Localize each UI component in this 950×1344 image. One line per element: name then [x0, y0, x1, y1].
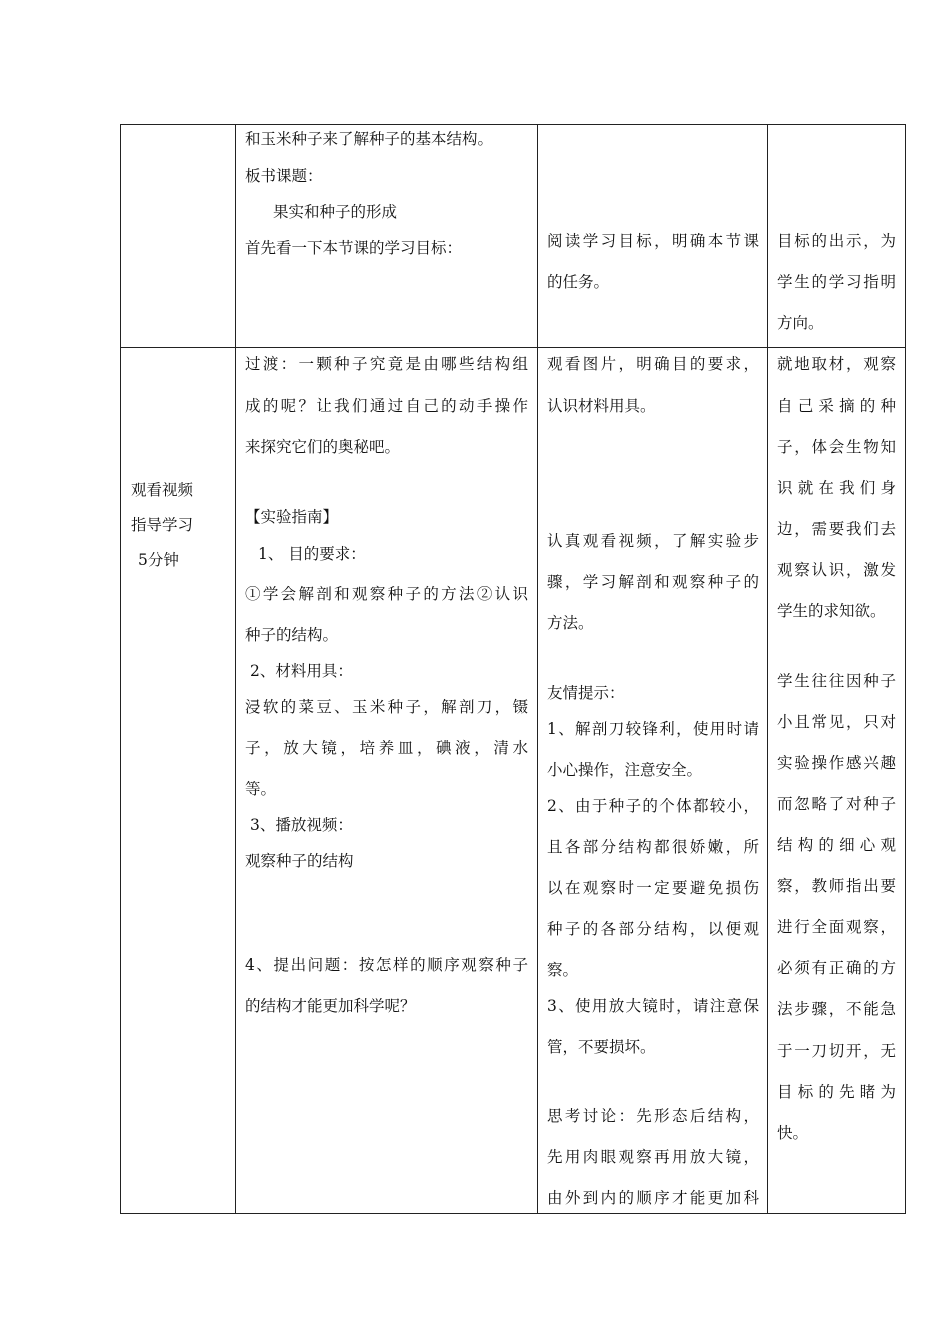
- text-line: 2、由于种子的个体都较小，: [547, 797, 759, 815]
- col-divider: [905, 124, 906, 1214]
- text-line: 3、播放视频：: [250, 816, 353, 834]
- text-line: 过渡：一颗种子究竟是由哪些结构组: [245, 355, 528, 373]
- table-border-bottom: [120, 1213, 906, 1214]
- text-line: 1、解剖刀较锋利，使用时请: [547, 720, 759, 738]
- text-line: ①学会解剖和观察种子的方法②认识: [245, 585, 528, 603]
- text-line: 浸软的菜豆、玉米种子，解剖刀，镊: [245, 698, 528, 716]
- text-line: 阅读学习目标，明确本节课: [547, 232, 759, 250]
- text-line: 种子的结构。: [245, 626, 339, 644]
- text-line: 和玉米种子来了解种子的基本结构。: [245, 130, 494, 148]
- text-line: 种子的各部分结构，以便观: [547, 920, 759, 938]
- text-line: 骤，学习解剖和观察种子的: [547, 573, 759, 591]
- text-line: 于一刀切开，无: [777, 1042, 896, 1060]
- stage-label: 指导学习: [131, 516, 194, 534]
- text-line: 学生的求知欲。: [777, 602, 886, 620]
- text-line: 认识材料用具。: [547, 397, 656, 415]
- text-line: 识就在我们身: [777, 479, 896, 497]
- text-line: 子，放大镜，培养皿，碘液，清水: [245, 739, 528, 757]
- text-line: 观看图片，明确目的要求，: [547, 355, 759, 373]
- text-line: 法步骤，不能急: [777, 1000, 896, 1018]
- table-border-top: [120, 124, 906, 125]
- row-divider: [120, 347, 906, 348]
- col-divider: [120, 124, 121, 1214]
- text-line: 进行全面观察，: [777, 918, 896, 936]
- stage-label: 观看视频: [131, 481, 194, 499]
- text-line: 必须有正确的方: [777, 959, 896, 977]
- text-line: 等。: [245, 780, 277, 798]
- text-line: 快。: [777, 1124, 809, 1142]
- text-line: 认真观看视频，了解实验步: [547, 532, 759, 550]
- text-line: 由外到内的顺序才能更加科: [547, 1189, 759, 1207]
- stage-duration: 5分钟: [138, 551, 179, 569]
- text-line: 观察种子的结构: [245, 852, 354, 870]
- text-line: 3、使用放大镜时，请注意保: [547, 997, 759, 1015]
- text-line: 实验操作感兴趣: [777, 754, 896, 772]
- text-line: 自己采摘的种: [777, 397, 896, 415]
- text-line: 2、材料用具：: [250, 662, 353, 680]
- text-line: 管，不要损坏。: [547, 1038, 656, 1056]
- text-line: 而忽略了对种子: [777, 795, 896, 813]
- text-line: 首先看一下本节课的学习目标：: [245, 239, 463, 257]
- section-heading: 【实验指南】: [245, 508, 339, 526]
- text-line: 来探究它们的奥秘吧。: [245, 438, 401, 456]
- text-line: 小心操作，注意安全。: [547, 761, 703, 779]
- text-line: 子，体会生物知: [777, 438, 896, 456]
- text-line: 且各部分结构都很娇嫩，所: [547, 838, 759, 856]
- text-line: 1、 目的要求：: [258, 545, 366, 563]
- col-divider: [767, 124, 768, 1214]
- text-line: 友情提示：: [547, 684, 625, 702]
- text-line: 结构的细心观: [777, 836, 896, 854]
- text-line: 察，教师指出要: [777, 877, 896, 895]
- text-line: 思考讨论：先形态后结构，: [547, 1107, 759, 1125]
- text-line: 察。: [547, 961, 579, 979]
- text-line: 学生的学习指明: [777, 273, 896, 291]
- col-divider: [537, 124, 538, 1214]
- text-line: 目标的先睹为: [777, 1083, 896, 1101]
- text-line: 学生往往因种子: [777, 672, 896, 690]
- text-line: 小且常见，只对: [777, 713, 896, 731]
- text-line: 方向。: [777, 314, 824, 332]
- text-line: 观察认识，激发: [777, 561, 896, 579]
- text-line: 以在观察时一定要避免损伤: [547, 879, 759, 897]
- text-line: 目标的出示，为: [777, 232, 896, 250]
- text-line: 成的呢？让我们通过自己的动手操作: [245, 397, 528, 415]
- text-line: 的任务。: [547, 273, 610, 291]
- text-line: 先用肉眼观察再用放大镜，: [547, 1148, 759, 1166]
- text-line: 的结构才能更加科学呢？: [245, 997, 416, 1015]
- lesson-title: 果实和种子的形成: [273, 203, 398, 221]
- text-line: 4、提出问题：按怎样的顺序观察种子: [245, 956, 528, 974]
- text-line: 就地取材，观察: [777, 355, 896, 373]
- col-divider: [235, 124, 236, 1214]
- text-line: 边，需要我们去: [777, 520, 896, 538]
- text-line: 方法。: [547, 614, 594, 632]
- text-line: 板书课题：: [245, 167, 323, 185]
